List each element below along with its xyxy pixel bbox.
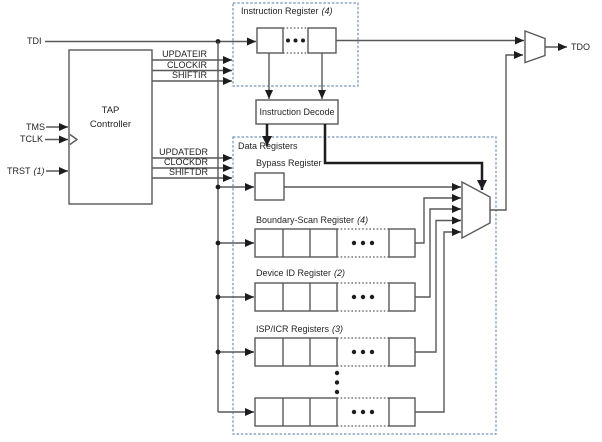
decode-select-wire [325, 124, 482, 190]
data-registers-title: Data Registers [238, 141, 298, 151]
ir-to-decode-wires [269, 53, 322, 99]
isp-icr-registers-label: ISP/ICR Registers (3) [256, 324, 344, 334]
continuation-output-wire [415, 232, 461, 412]
ellipsis-dots [352, 410, 374, 414]
trst-label: TRST (1) [7, 166, 45, 176]
shiftdr-label: SHIFTDR [169, 167, 208, 177]
bypass-register-box [255, 173, 284, 200]
shiftir-label: SHIFTIR [172, 70, 207, 80]
tms-label: TMS [26, 122, 45, 132]
tdi-wire [45, 39, 256, 44]
tdo-mux [525, 31, 545, 63]
device-id-register-row [255, 283, 415, 311]
ir-first-cell [257, 28, 283, 53]
boundary-scan-register-label: Boundary-Scan Register (4) [256, 215, 369, 225]
tdi-label: TDI [27, 36, 42, 46]
clockir-label: CLOCKIR [166, 60, 207, 70]
clockdr-label: CLOCKDR [163, 157, 208, 167]
tclk-label: TCLK [20, 134, 44, 144]
tap-controller-title: TAP Controller [89, 105, 132, 130]
ellipsis-dots [352, 241, 374, 245]
ellipsis-dots [352, 350, 374, 354]
instruction-decode-label: Instruction Decode [259, 107, 335, 117]
updatedr-label: UPDATEDR [159, 147, 208, 157]
updateir-label: UPDATEIR [162, 49, 207, 59]
vertical-ellipsis-dots [335, 371, 339, 394]
boundary-scan-register-row [255, 229, 415, 257]
isp-icr-output-wire [415, 221, 461, 353]
ellipsis-dots [352, 295, 374, 299]
continuation-register-row [255, 398, 415, 426]
data-register-mux [462, 182, 490, 238]
data-mux-to-tdo-mux-wire [490, 55, 523, 210]
ir-last-cell [308, 28, 336, 53]
device-id-register-label: Device ID Register (2) [256, 268, 346, 278]
ellipsis-dots [286, 39, 305, 43]
isp-icr-register-row [255, 338, 415, 366]
instruction-register-cells [257, 28, 336, 53]
device-id-output-wire [415, 209, 461, 297]
tdo-label: TDO [571, 42, 590, 52]
tdi-distribution-wire [216, 42, 254, 413]
bypass-register-label: Bypass Register [256, 158, 322, 168]
instruction-register-title: Instruction Register (4) [241, 6, 333, 16]
